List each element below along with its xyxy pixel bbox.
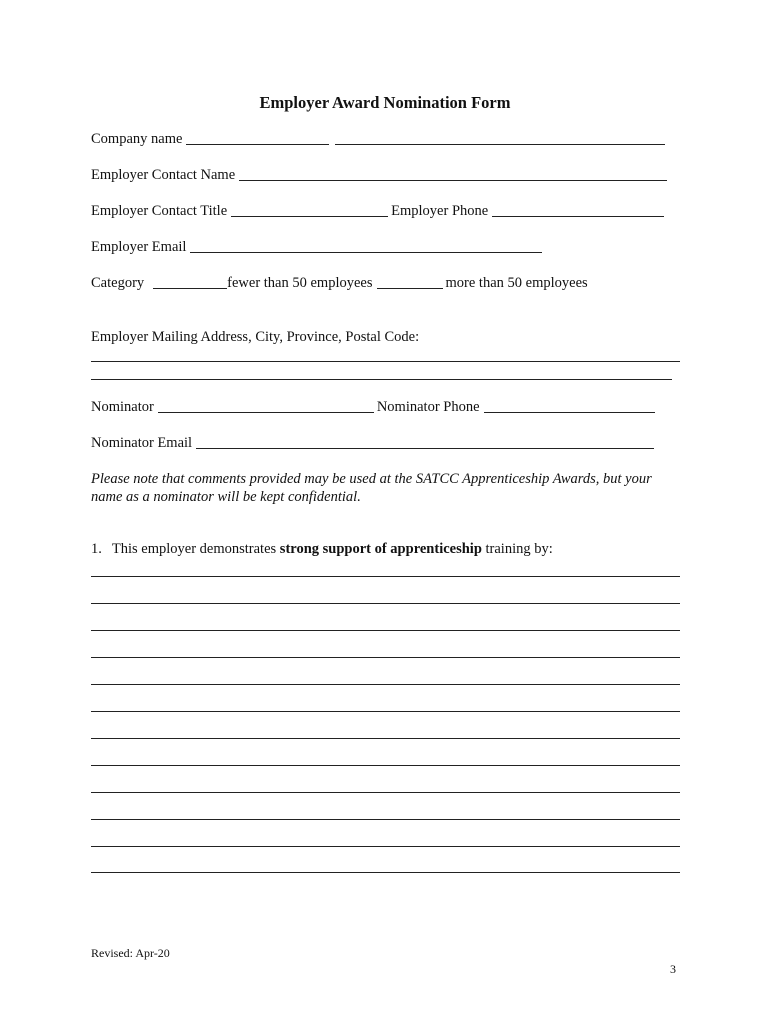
employer-contact-title-label: Employer Contact Title	[91, 203, 228, 219]
employer-email-label: Employer Email	[91, 239, 187, 255]
question-1-prefix: This employer demonstrates	[111, 541, 277, 557]
answer-line[interactable]	[91, 819, 680, 820]
mailing-address-line-1[interactable]	[91, 361, 680, 362]
question-1-emphasis: strong support of apprenticeship	[279, 541, 482, 557]
revision-date: Revised: Apr-20	[91, 946, 170, 960]
answer-line[interactable]	[91, 684, 680, 685]
employer-email-field[interactable]	[190, 239, 542, 253]
employer-phone-label: Employer Phone	[391, 203, 489, 219]
answer-line[interactable]	[91, 630, 680, 631]
company-name-field[interactable]	[186, 131, 329, 145]
nominator-phone-field[interactable]	[484, 399, 655, 413]
page-number: 3	[670, 962, 676, 976]
mailing-address-row	[91, 326, 419, 346]
mailing-address-line-2[interactable]	[91, 379, 672, 380]
nominator-field[interactable]	[158, 399, 374, 413]
category-option-large-label: more than 50 employees	[445, 275, 588, 291]
category-small-checkbox-line[interactable]	[153, 275, 227, 289]
employer-contact-title-row	[91, 200, 667, 220]
answer-line[interactable]	[91, 738, 680, 739]
answer-line[interactable]	[91, 603, 680, 604]
nominator-email-label: Nominator Email	[91, 435, 193, 451]
answer-line[interactable]	[91, 792, 680, 793]
answer-line[interactable]	[91, 765, 680, 766]
answer-line[interactable]	[91, 576, 680, 577]
form-title: Employer Award Nomination Form	[259, 93, 511, 112]
company-name-row	[91, 128, 668, 148]
category-label: Category	[91, 275, 145, 291]
category-row	[91, 272, 588, 292]
confidentiality-note: Please note that comments provided may be used at the SATCC Apprenticeship Awards, but your name as a nominator will be kept confidential.	[91, 471, 652, 505]
nominator-phone-label: Nominator Phone	[376, 399, 480, 415]
question-1-suffix: training by:	[485, 541, 553, 557]
nominator-row	[91, 396, 658, 416]
category-large-checkbox-line[interactable]	[377, 275, 443, 289]
employer-email-row	[91, 236, 545, 256]
answer-line[interactable]	[91, 846, 680, 847]
answer-line[interactable]	[91, 657, 680, 658]
company-name-label: Company name	[91, 131, 183, 147]
employer-contact-title-field[interactable]	[231, 203, 388, 217]
nominator-label: Nominator	[91, 399, 154, 415]
employer-contact-name-label: Employer Contact Name	[91, 167, 236, 183]
category-option-small-label: fewer than 50 employees	[227, 275, 373, 291]
question-1	[91, 541, 553, 558]
answer-line[interactable]	[91, 711, 680, 712]
mailing-address-label: Employer Mailing Address, City, Province, Postal Code:	[91, 329, 420, 345]
employer-phone-field[interactable]	[492, 203, 664, 217]
nominator-email-row	[91, 432, 657, 452]
employer-contact-name-row	[91, 164, 670, 184]
answer-line[interactable]	[91, 872, 680, 873]
question-1-number: 1.	[91, 541, 102, 557]
nominator-email-field[interactable]	[196, 435, 654, 449]
employer-contact-name-field[interactable]	[239, 167, 667, 181]
company-name-field-extension[interactable]	[335, 131, 665, 145]
